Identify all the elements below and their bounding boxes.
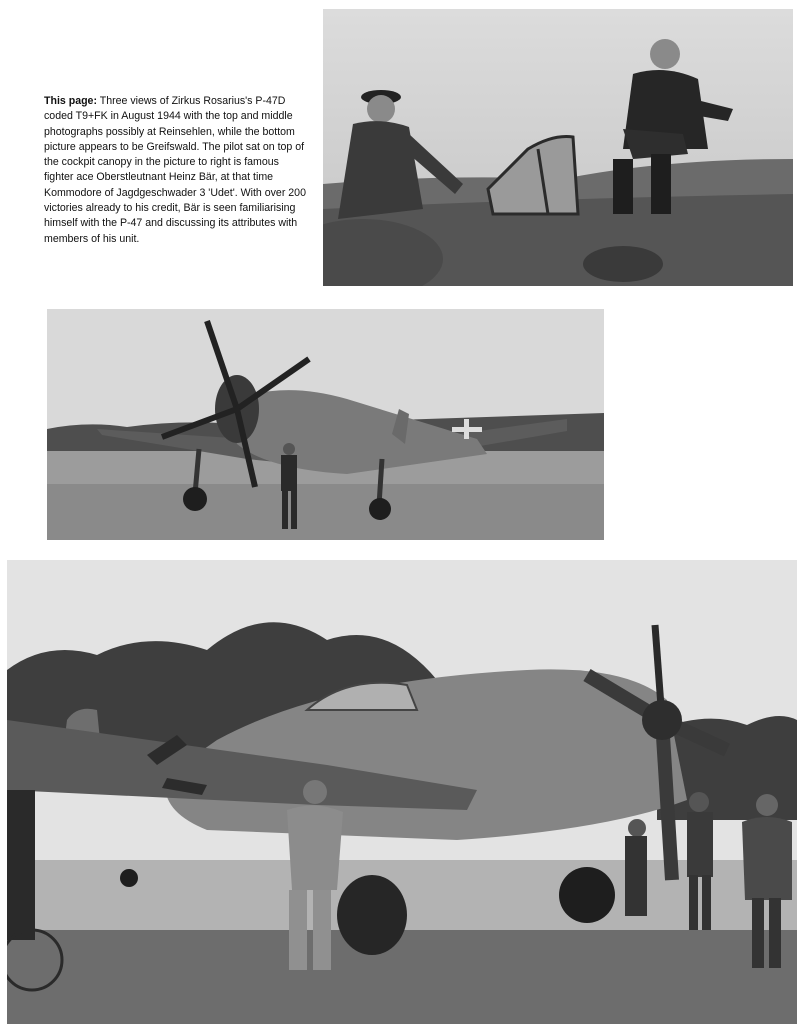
photo-p47-on-airfield-icon <box>47 309 604 540</box>
photo-top <box>323 9 793 286</box>
photo-two-men-on-cockpit-icon <box>323 9 793 286</box>
photo-bottom <box>7 560 797 1024</box>
photo-p47-with-ground-crew-icon <box>7 560 797 1024</box>
photo-caption <box>44 94 306 247</box>
caption-lead: This page: <box>44 95 97 107</box>
photo-middle <box>47 309 604 540</box>
caption-body: Three views of Zirkus Rosarius's P-47D coded T9+FK in August 1944 with the top and middle photographs possibly at Reinsehlen, while the bottom picture appears to be Greifswald. The pilot sat on top of the cockpit canopy in the picture to right is famous fighter ace Oberstleutnant Heinz Bär, at that time Kommodore of Jagdgeschwader 3 'Udet'. With over 200 victories already to his credit, Bär is seen familiarising himself with the P-47 and discussing its attributes with members of his unit. <box>44 95 306 245</box>
